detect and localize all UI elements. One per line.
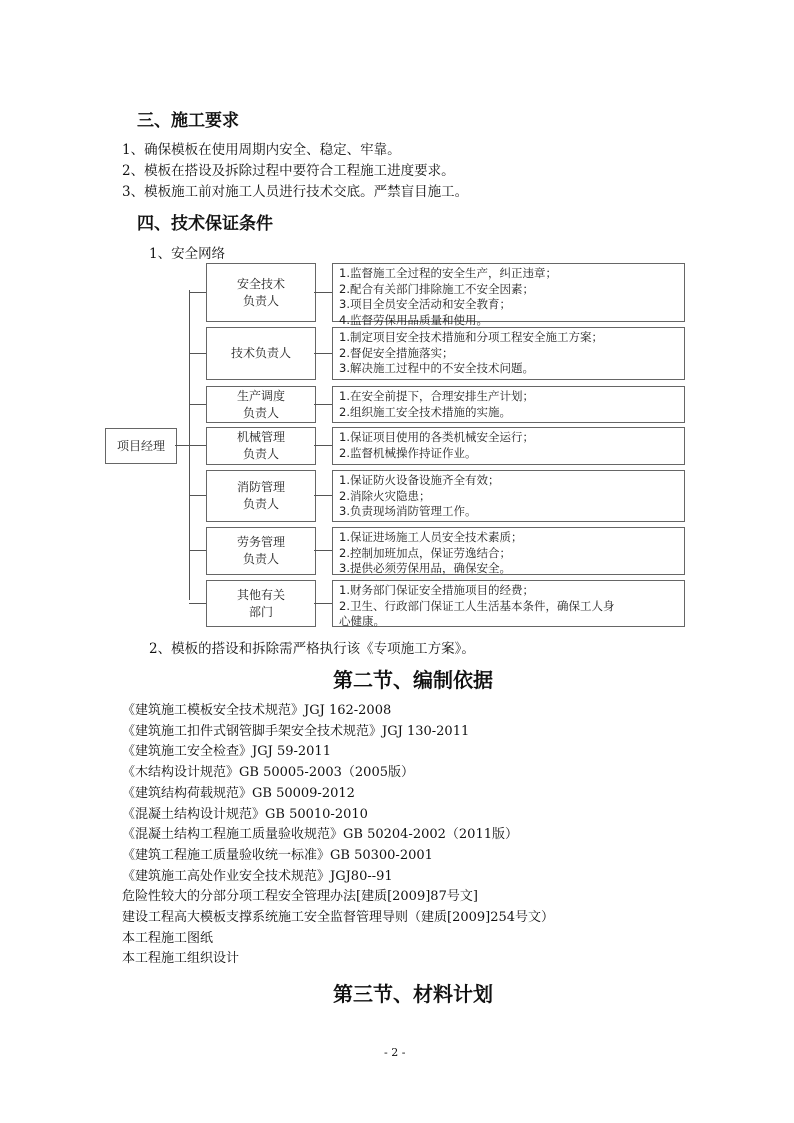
page-number: - 2 - <box>384 1046 406 1059</box>
role-title: 生产调度 <box>236 388 285 403</box>
connector-line <box>189 445 206 446</box>
role-title: 负责人 <box>242 552 279 566</box>
role-title: 安全技术 <box>236 276 285 291</box>
role-title: 劳务管理 <box>236 535 285 549</box>
role-title: 负责人 <box>242 497 279 511</box>
duty-item: 3.提供必须劳保用品，确保安全。 <box>339 561 511 575</box>
role-title: 消防管理 <box>236 480 285 494</box>
section-heading-material-plan: 第三节、材料计划 <box>333 982 493 1006</box>
duty-item: 1.保证防火设备设施齐全有效； <box>339 473 500 487</box>
role-box <box>206 580 316 627</box>
reference-item: 《建筑结构荷载规范》GB 50009-2012 <box>122 785 355 801</box>
role-title: 负责人 <box>242 447 279 461</box>
connector-line <box>189 292 206 293</box>
role-box <box>206 263 316 322</box>
role-title: 其他有关 <box>236 587 285 602</box>
reference-item: 建设工程高大模板支撑系统施工安全监督管理导则（建质[2009]254号文） <box>122 910 555 925</box>
duty-item: 1.保证进场施工人员安全技术素质； <box>339 530 523 544</box>
duties-box <box>332 470 685 522</box>
duty-item: 2.组织施工安全技术措施的实施。 <box>339 404 511 419</box>
connector-line <box>189 550 206 551</box>
connector-line <box>314 292 332 293</box>
connector-line <box>314 603 332 604</box>
duties-box <box>332 327 685 380</box>
duties-box <box>332 263 685 327</box>
connector-line <box>314 353 332 354</box>
connector-line <box>314 445 332 446</box>
scheme-instruction: 2、模板的搭设和拆除需严格执行该《专项施工方案》。 <box>149 641 475 657</box>
section-heading-construction-requirements: 三、施工要求 <box>137 111 239 131</box>
duty-item: 1.制定项目安全技术措施和分项工程安全施工方案； <box>339 330 603 344</box>
reference-item: 本工程施工组织设计 <box>122 951 240 967</box>
role-title: 机械管理 <box>236 430 285 444</box>
reference-item: 《建筑施工高处作业安全技术规范》JGJ80--91 <box>122 868 393 884</box>
duty-item: 2.监督机械操作持证作业。 <box>339 445 477 460</box>
duty-item: 2.卫生、行政部门保证工人生活基本条件，确保工人身 <box>339 598 615 613</box>
reference-item: 《木结构设计规范》GB 50005-2003（2005版） <box>122 765 414 781</box>
project-manager-box <box>105 428 177 464</box>
duty-item: 4.监督劳保用品质量和使用。 <box>339 312 488 327</box>
duty-item: 3.负责现场消防管理工作。 <box>339 504 477 518</box>
duty-item: 2.督促安全措施落实； <box>339 345 454 360</box>
role-title: 技术负责人 <box>230 346 291 360</box>
requirement-item: 3、模板施工前对施工人员进行技术交底。严禁盲目施工。 <box>122 184 469 200</box>
reference-item: 《建筑工程施工质量验收统一标准》GB 50300-2001 <box>122 847 433 863</box>
duty-item: 1.监督施工全过程的安全生产，纠正违章； <box>339 266 557 280</box>
reference-item: 《建筑施工扣件式钢管脚手架安全技术规范》JGJ 130-2011 <box>122 723 470 739</box>
role-box <box>206 527 316 575</box>
connector-line <box>175 445 189 446</box>
reference-item: 本工程施工图纸 <box>122 930 214 946</box>
role-title: 负责人 <box>242 405 279 420</box>
reference-item: 危险性较大的分部分项工程安全管理办法[建质[2009]87号文] <box>122 889 478 905</box>
duty-item: 2.配合有关部门排除施工不安全因素； <box>339 281 534 296</box>
duties-box <box>332 427 685 465</box>
duty-item: 1.在安全前提下，合理安排生产计划； <box>339 389 534 403</box>
reference-item: 《建筑施工安全检查》JGJ 59-2011 <box>122 744 331 760</box>
section-heading-technical-guarantee: 四、技术保证条件 <box>137 214 273 234</box>
duty-item: 3.项目全员安全活动和安全教育； <box>339 297 511 311</box>
connector-line <box>314 404 332 405</box>
role-box <box>206 327 316 380</box>
duty-item: 1.保证项目使用的各类机械安全运行； <box>339 430 534 444</box>
connector-line <box>189 603 206 604</box>
role-title: 负责人 <box>242 293 279 308</box>
reference-item: 《混凝土结构工程施工质量验收规范》GB 50204-2002（2011版） <box>122 827 518 843</box>
section-heading-compilation-basis: 第二节、编制依据 <box>333 668 493 692</box>
reference-item: 《建筑施工模板安全技术规范》JGJ 162-2008 <box>122 703 392 718</box>
connector-line <box>314 495 332 496</box>
role-title: 部门 <box>248 604 273 619</box>
duties-box <box>332 580 685 627</box>
duties-box <box>332 527 685 575</box>
role-box <box>206 470 316 522</box>
connector-line <box>189 404 206 405</box>
role-box <box>206 386 316 423</box>
duty-item: 2.控制加班加点，保证劳逸结合； <box>339 545 511 560</box>
connector-line <box>189 495 206 496</box>
connector-line <box>314 550 332 551</box>
duty-item: 2.消除火灾隐患； <box>339 488 431 503</box>
reference-item: 《混凝土结构设计规范》GB 50010-2010 <box>122 806 368 822</box>
duty-item: 1.财务部门保证安全措施项目的经费； <box>339 583 534 597</box>
role-box <box>206 427 316 465</box>
duties-box <box>332 386 685 423</box>
duty-item: 3.解决施工过程中的不安全技术问题。 <box>339 361 534 375</box>
connector-line <box>189 353 206 354</box>
project-manager-label: 项目经理 <box>116 438 165 453</box>
requirement-item: 1、确保模板在使用周期内安全、稳定、牢靠。 <box>122 142 401 158</box>
duty-item: 心健康。 <box>339 614 385 628</box>
requirement-item: 2、模板在搭设及拆除过程中要符合工程施工进度要求。 <box>122 163 455 179</box>
subheading-safety-network: 1、安全网络 <box>149 246 226 262</box>
